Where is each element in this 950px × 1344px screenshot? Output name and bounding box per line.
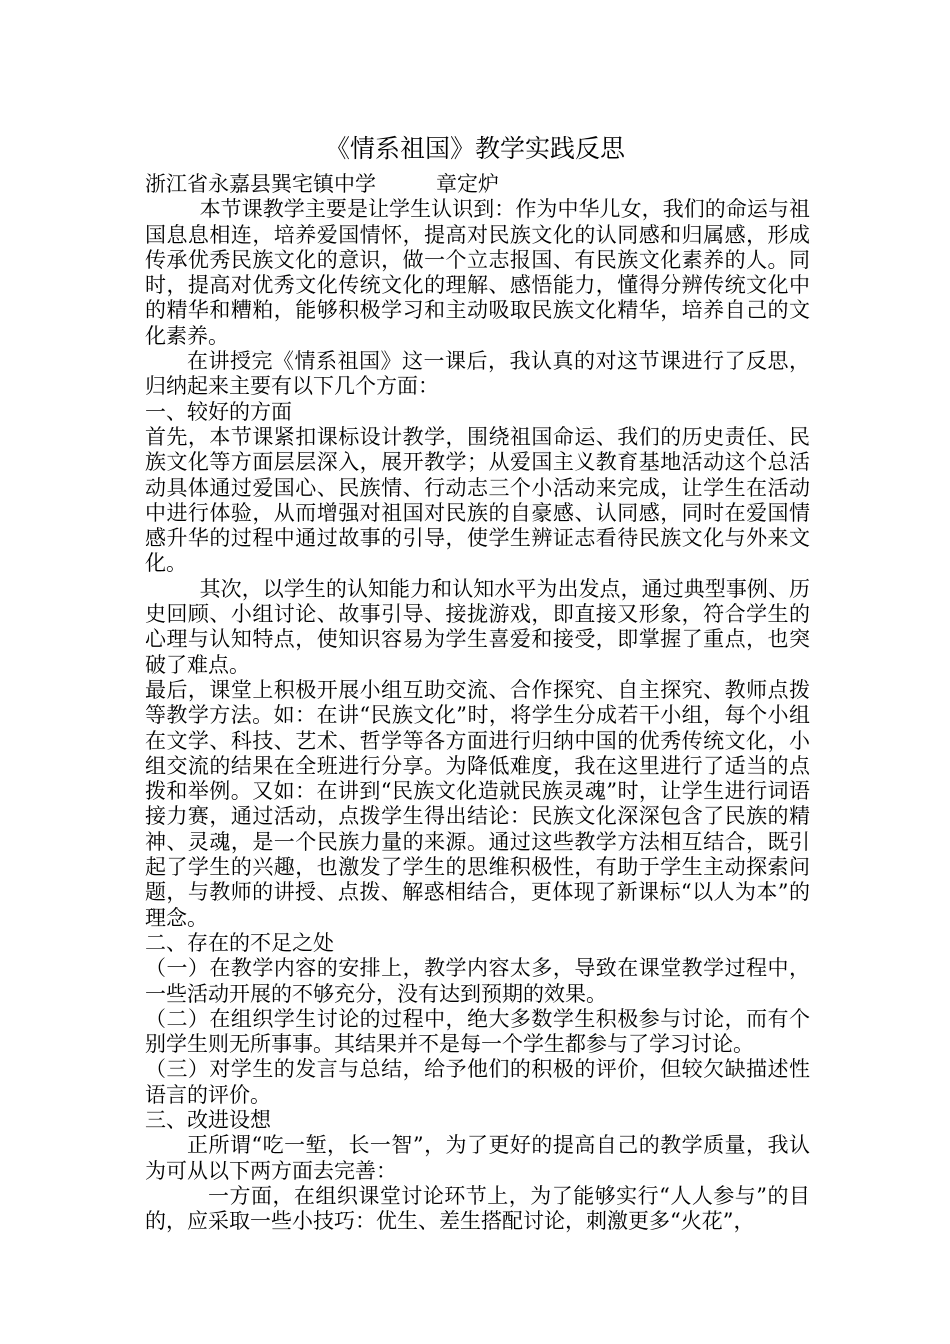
document-body <box>145 172 810 1234</box>
section-heading-strengths: 一、较好的方面 <box>145 399 292 424</box>
section-heading-shortcomings: 二、存在的不足之处 <box>145 930 334 955</box>
paragraph-last: 最后，课堂上积极开展小组互助交流、合作探究、自主探究、教师点拨等教学方法。如：在讲“民族文化”时，将学生分成若干小组，每个小组在文学、科技、艺术、哲学等各方面进行归纳中国的优秀传统文化，小组交流的结果在全班进行分享。为降低难度，我在这里进行了适当的点拨和举例。又如：在讲到“民族文化造就民族灵魂”时，让学生进行词语接力赛，通过活动，点拨学生得出结论：民族文化深深包含了民族的精神、灵魂，是一个民族力量的来源。通过这些教学方法相互结合，既引起了学生的兴趣，也激发了学生的思维积极性，有助于学生主动探索问题，与教师的讲授、点拨、解惑相结合，更体现了新课标“以人为本”的理念。 <box>145 677 810 930</box>
paragraph-reflection: 在讲授完《情系祖国》这一课后，我认真的对这节课进行了反思，归纳起来主要有以下几个方面： <box>145 349 810 399</box>
shortcoming-item-1: （一）在教学内容的安排上，教学内容太多，导致在课堂教学过程中，一些活动开展的不够充分，没有达到预期的效果。 <box>145 956 810 1006</box>
paragraph-improvement-intro: 正所谓“吃一堑，长一智”，为了更好的提高自己的教学质量，我认为可从以下两方面去完善： <box>145 1133 810 1183</box>
paragraph-second: 其次，以学生的认知能力和认知水平为出发点，通过典型事例、历史回顾、小组讨论、故事引导、接拢游戏，即直接又形象，符合学生的心理与认知特点，使知识容易为学生喜爱和接受，即掌握了重点，也突破了难点。 <box>145 576 810 677</box>
paragraph-first: 首先，本节课紧扣课标设计教学，围绕祖国命运、我们的历史责任、民族文化等方面层层深入，展开教学；从爱国主义教育基地活动这个总活动具体通过爱国心、民族情、行动志三个小活动来完成，让学生在活动中进行体验，从而增强对祖国对民族的自豪感、认同感，同时在爱国情感升华的过程中通过故事的引导，使学生辨证志看待民族文化与外来文化。 <box>145 424 810 576</box>
document-title: 《情系祖国》教学实践反思 <box>324 134 625 163</box>
paragraph-improvement-one: 一方面，在组织课堂讨论环节上，为了能够实行“人人参与”的目的，应采取一些小技巧：优生、差生搭配讨论，刺激更多“火花”， <box>145 1183 810 1234</box>
author-school: 浙江省永嘉县巽宅镇中学 <box>145 172 376 196</box>
paragraph-intro: 本节课教学主要是让学生认识到：作为中华儿女，我们的命运与祖国息息相连，培养爱国情怀，提高对民族文化的认同感和归属感，形成传承优秀民族文化的意识，做一个立志报国、有民族文化素养的人。同时，提高对优秀文化传统文化的理解、感悟能力，懂得分辨传统文化中的精华和糟粕，能够积极学习和主动吸取民族文化精华，培养自己的文化素养。 <box>145 197 810 348</box>
section-heading-improvements: 三、改进设想 <box>145 1107 271 1132</box>
shortcoming-item-2: （二）在组织学生讨论的过程中，绝大多数学生积极参与讨论，而有个别学生则无所事事。其结果并不是每一个学生都参与了学习讨论。 <box>145 1006 810 1057</box>
author-line <box>145 172 810 197</box>
author-name: 章定炉 <box>436 172 499 196</box>
shortcoming-item-3: （三）对学生的发言与总结，给予他们的积极的评价，但较欠缺描述性语言的评价。 <box>145 1057 810 1107</box>
